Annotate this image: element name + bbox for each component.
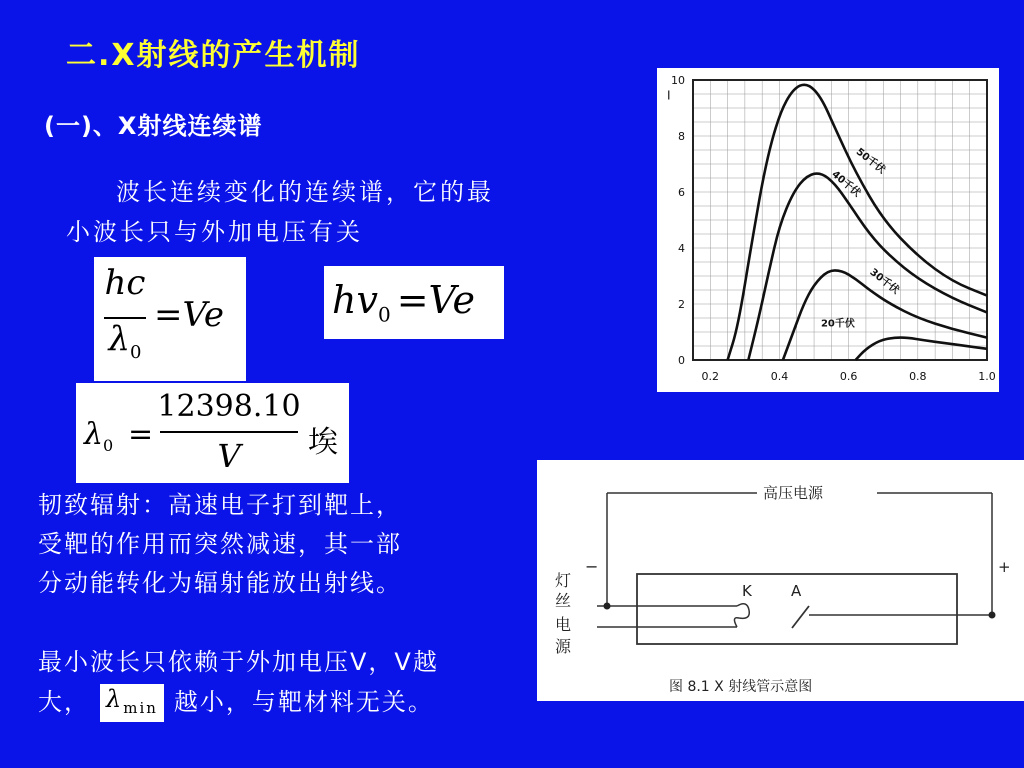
x-tick-label: 0.6 [839,370,858,383]
xray-tube-diagram [537,460,1024,701]
series-label: 20千伏 [820,318,855,330]
conclusion-line-1: 最小波长只依赖于外加电压V，V越 [38,648,439,676]
equation-hv0 [324,266,504,339]
cathode-label: K [742,582,752,600]
eq3-fraction-bar [160,431,298,433]
junction-node [604,603,611,610]
eq1-numerator: hc [104,263,146,303]
x-tick-label: 0.2 [701,370,720,383]
spectrum-chart-svg [657,68,999,392]
x-tick-label: 1.0 [978,370,996,383]
cathode-coil [734,604,749,627]
eq3-denominator: V [217,437,241,475]
series-line [856,338,987,360]
filament-label-2: 丝 [555,591,572,610]
series-line [728,85,987,360]
filament-label-3: 电 [555,615,572,634]
filament-label-1: 灯 [555,571,572,590]
section-subtitle: (一)、X射线连续谱 [44,112,263,140]
eq2-expression: $hv_0 =Ve$ [332,278,475,327]
x-tick-label: 0.4 [770,370,789,383]
filament-label-4: 源 [555,637,572,656]
y-tick-label: 0 [678,354,685,367]
equation-hc-over-lambda [94,257,246,381]
series-label: 30千伏 [867,266,902,297]
anode-label: A [791,582,802,600]
eq1-denominator: $\lambda_0$ [108,319,142,363]
brems-line-2: 受靶的作用而突然减速，其一部 [38,530,402,558]
lambda-min-symbol: $\lambda_{min}$ [100,684,164,723]
intro-paragraph [66,172,606,252]
eq3-equals: = [128,417,154,452]
y-axis-label: I [667,88,671,103]
y-tick-label: 6 [678,186,685,199]
plus-sign: + [998,558,1011,576]
anode-target [792,606,809,628]
equation-lambda0 [76,383,349,483]
series-label: 50千伏 [853,146,888,177]
eq3-lhs: $\lambda_0$ [84,417,114,455]
x-tick-label: 0.8 [909,370,927,383]
y-tick-label: 4 [678,242,685,255]
spectrum-chart [657,68,999,392]
y-tick-label: 10 [671,74,685,87]
bremsstrahlung-paragraph [38,486,538,603]
minus-sign: − [585,557,599,576]
y-tick-label: 8 [678,130,685,143]
eq3-numerator: 12398.10 [157,389,301,424]
conclusion-paragraph [38,642,558,722]
brems-line-1: 韧致辐射：高速电子打到靶上， [38,491,402,519]
series-label: 40千伏 [829,169,863,200]
eq3-unit: 埃 [308,425,338,460]
xray-tube-svg [537,460,1024,701]
eq1-rhs: =Ve [154,295,225,335]
intro-line-2: 小波长只与外加电压有关 [66,218,363,246]
slide-title: 二.X射线的产生机制 [66,38,361,73]
conclusion-line-2: 大， $\lambda_{min}$ 越小，与靶材料无关。 [38,682,558,722]
anode-junction-node [989,612,996,619]
intro-line-1: 波长连续变化的连续谱，它的最 [116,178,494,206]
diagram-caption: 图 8.1 X 射线管示意图 [669,679,813,695]
y-tick-label: 2 [678,298,685,311]
supply-label: 高压电源 [763,484,824,502]
brems-line-3: 分动能转化为辐射能放出射线。 [38,569,402,597]
